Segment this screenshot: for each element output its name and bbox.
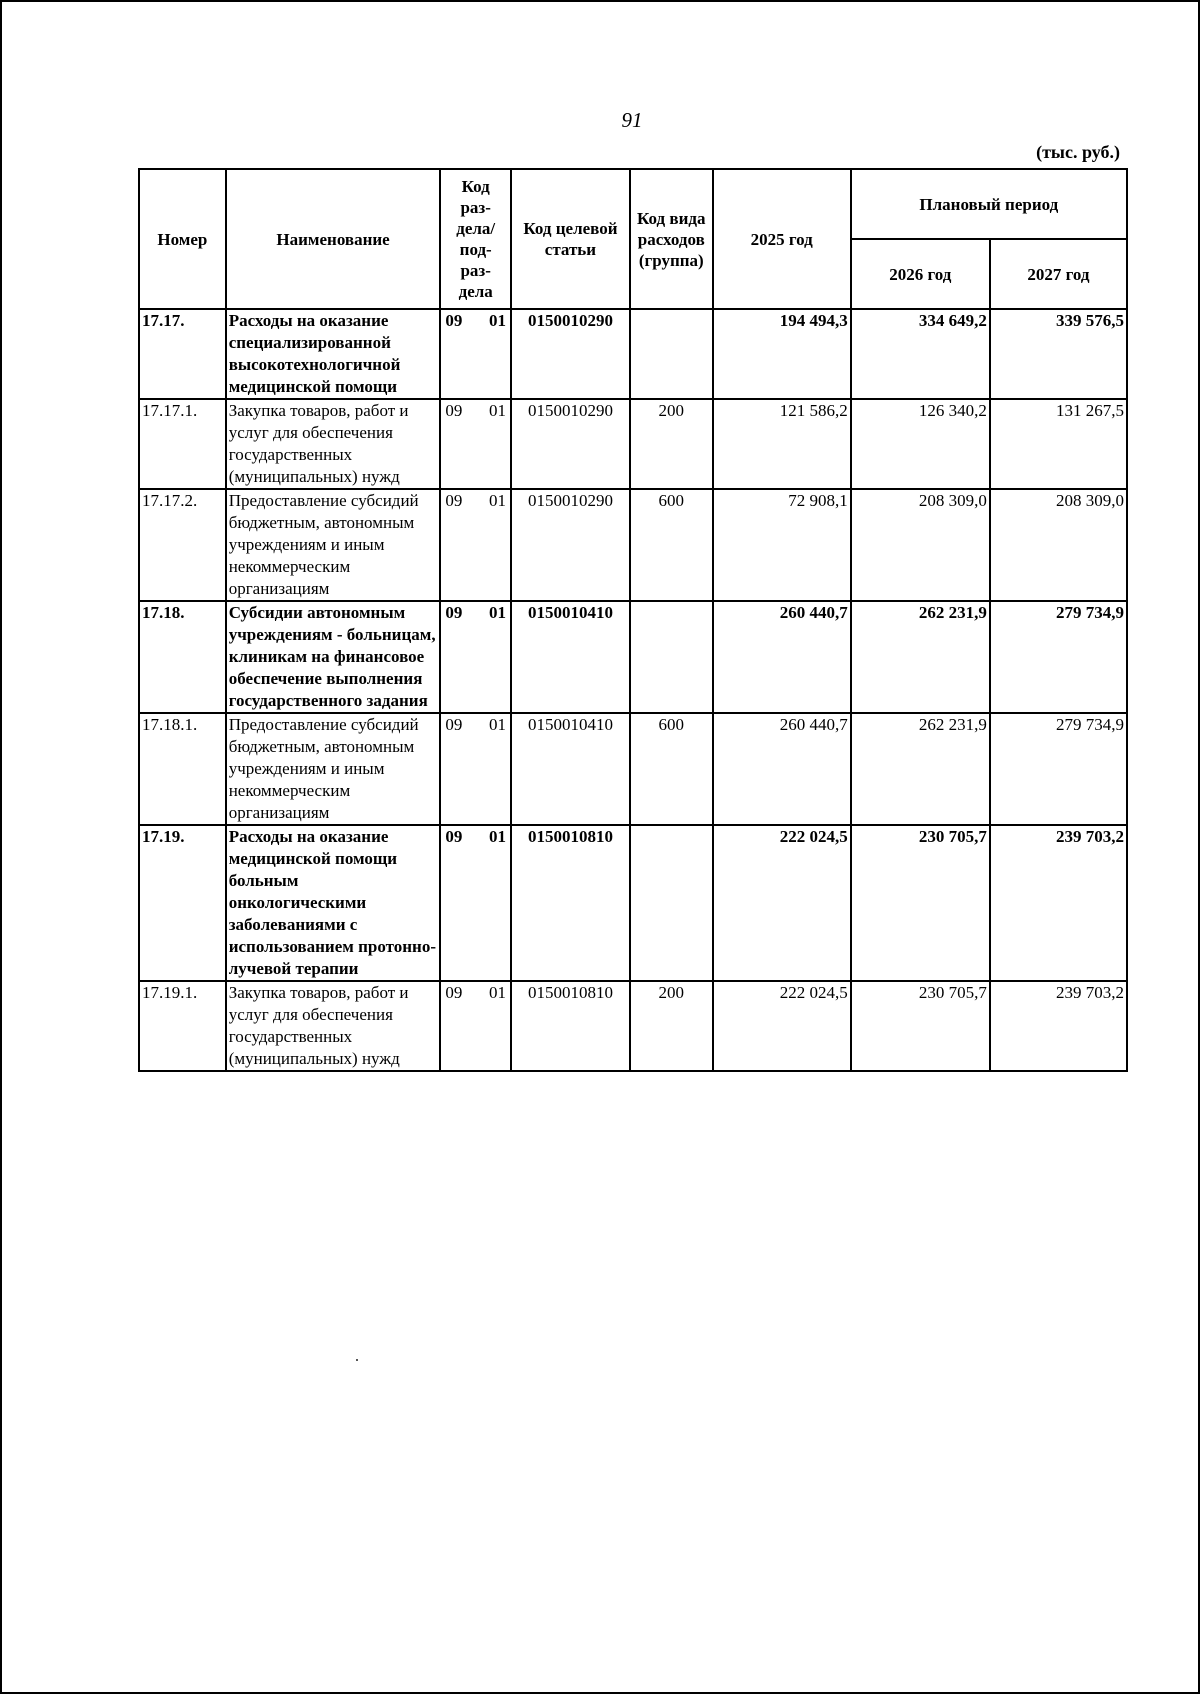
- units-label: (тыс. руб.): [1036, 142, 1120, 162]
- row-target-code: 0150010290: [511, 489, 630, 601]
- table-row: [139, 601, 1127, 713]
- row-number: 17.19.1.: [139, 981, 226, 1071]
- row-number: 17.17.: [139, 309, 226, 399]
- row-section-code: [440, 601, 511, 713]
- row-amount-2025: 194 494,3: [713, 309, 851, 399]
- row-amount-2026: 230 705,7: [851, 825, 990, 981]
- razdel-code: 09: [445, 311, 463, 330]
- row-expense-group: [630, 601, 713, 713]
- row-amount-2027: 279 734,9: [990, 601, 1127, 713]
- row-target-code: 0150010410: [511, 713, 630, 825]
- razdel-code: 09: [445, 983, 463, 1002]
- razdel-code: 09: [445, 715, 463, 734]
- podrazdel-code: 01: [488, 491, 506, 510]
- table-row: [139, 309, 1127, 399]
- row-amount-2026: 262 231,9: [851, 601, 990, 713]
- row-amount-2027: 279 734,9: [990, 713, 1127, 825]
- scan-speck: [356, 1359, 358, 1361]
- header-target: [511, 169, 630, 309]
- row-target-code: 0150010290: [511, 309, 630, 399]
- row-expense-group: [630, 825, 713, 981]
- row-number: 17.17.1.: [139, 399, 226, 489]
- row-amount-2025: 222 024,5: [713, 981, 851, 1071]
- podrazdel-code: 01: [488, 715, 506, 734]
- table-row: [139, 981, 1127, 1071]
- row-expense-group: 200: [630, 399, 713, 489]
- razdel-code: 09: [445, 603, 463, 622]
- row-expense-group: [630, 309, 713, 399]
- row-name: Предоставление субсидий бюджетным, автономным учреждениям и иным некоммерческим организациям: [226, 489, 441, 601]
- row-name: Расходы на оказание специализированной высокотехнологичной медицинской помощи: [226, 309, 441, 399]
- row-amount-2026: 262 231,9: [851, 713, 990, 825]
- table-row: [139, 399, 1127, 489]
- row-amount-2025: 260 440,7: [713, 713, 851, 825]
- row-number: 17.18.1.: [139, 713, 226, 825]
- podrazdel-code: 01: [488, 983, 506, 1002]
- header-section: [440, 169, 511, 309]
- row-name: Субсидии автономным учреждениям - больницам, клиникам на финансовое обеспечение выполнения государственного задания: [226, 601, 441, 713]
- header-name: Наименование: [226, 169, 441, 309]
- row-amount-2026: 126 340,2: [851, 399, 990, 489]
- header-number: Номер: [139, 169, 226, 309]
- row-target-code: 0150010410: [511, 601, 630, 713]
- row-amount-2026: 208 309,0: [851, 489, 990, 601]
- row-amount-2025: 121 586,2: [713, 399, 851, 489]
- row-section-code: [440, 713, 511, 825]
- header-planned-period: Плановый период: [851, 169, 1127, 239]
- razdel-code: 09: [445, 491, 463, 510]
- row-expense-group: 600: [630, 489, 713, 601]
- row-section-code: [440, 399, 511, 489]
- row-section-code: [440, 309, 511, 399]
- header-target-text: Код целевой статьи: [523, 219, 618, 259]
- row-name: Расходы на оказание медицинской помощи больным онкологическими заболеваниями с использованием протонно-лучевой терапии: [226, 825, 441, 981]
- row-amount-2027: 239 703,2: [990, 981, 1127, 1071]
- header-group: Код вида расходов (группа): [630, 169, 713, 309]
- row-section-code: [440, 981, 511, 1071]
- row-target-code: 0150010810: [511, 825, 630, 981]
- header-2025: 2025 год: [713, 169, 851, 309]
- razdel-code: 09: [445, 401, 463, 420]
- row-target-code: 0150010810: [511, 981, 630, 1071]
- row-amount-2027: 339 576,5: [990, 309, 1127, 399]
- row-amount-2025: 72 908,1: [713, 489, 851, 601]
- razdel-code: 09: [445, 827, 463, 846]
- page-number: 91: [621, 108, 643, 132]
- table-row: [139, 713, 1127, 825]
- row-amount-2025: 222 024,5: [713, 825, 851, 981]
- budget-table: [138, 168, 1128, 1072]
- header-2027: 2027 год: [990, 239, 1127, 309]
- row-amount-2025: 260 440,7: [713, 601, 851, 713]
- podrazdel-code: 01: [488, 311, 506, 330]
- row-name: Предоставление субсидий бюджетным, автономным учреждениям и иным некоммерческим организациям: [226, 713, 441, 825]
- row-amount-2026: 334 649,2: [851, 309, 990, 399]
- row-amount-2027: 239 703,2: [990, 825, 1127, 981]
- podrazdel-code: 01: [488, 603, 506, 622]
- row-expense-group: 600: [630, 713, 713, 825]
- podrazdel-code: 01: [488, 401, 506, 420]
- row-target-code: 0150010290: [511, 399, 630, 489]
- header-section-text: Код раз-дела/ под-раз-дела: [456, 177, 496, 301]
- row-number: 17.18.: [139, 601, 226, 713]
- row-number: 17.17.2.: [139, 489, 226, 601]
- table-row: [139, 825, 1127, 981]
- table-body: [139, 309, 1127, 1071]
- row-expense-group: 200: [630, 981, 713, 1071]
- row-amount-2027: 131 267,5: [990, 399, 1127, 489]
- row-name: Закупка товаров, работ и услуг для обеспечения государственных (муниципальных) нужд: [226, 399, 441, 489]
- table-row: [139, 489, 1127, 601]
- row-section-code: [440, 489, 511, 601]
- row-name: Закупка товаров, работ и услуг для обеспечения государственных (муниципальных) нужд: [226, 981, 441, 1071]
- row-amount-2026: 230 705,7: [851, 981, 990, 1071]
- header-2026: 2026 год: [851, 239, 990, 309]
- row-section-code: [440, 825, 511, 981]
- podrazdel-code: 01: [488, 827, 506, 846]
- row-amount-2027: 208 309,0: [990, 489, 1127, 601]
- row-number: 17.19.: [139, 825, 226, 981]
